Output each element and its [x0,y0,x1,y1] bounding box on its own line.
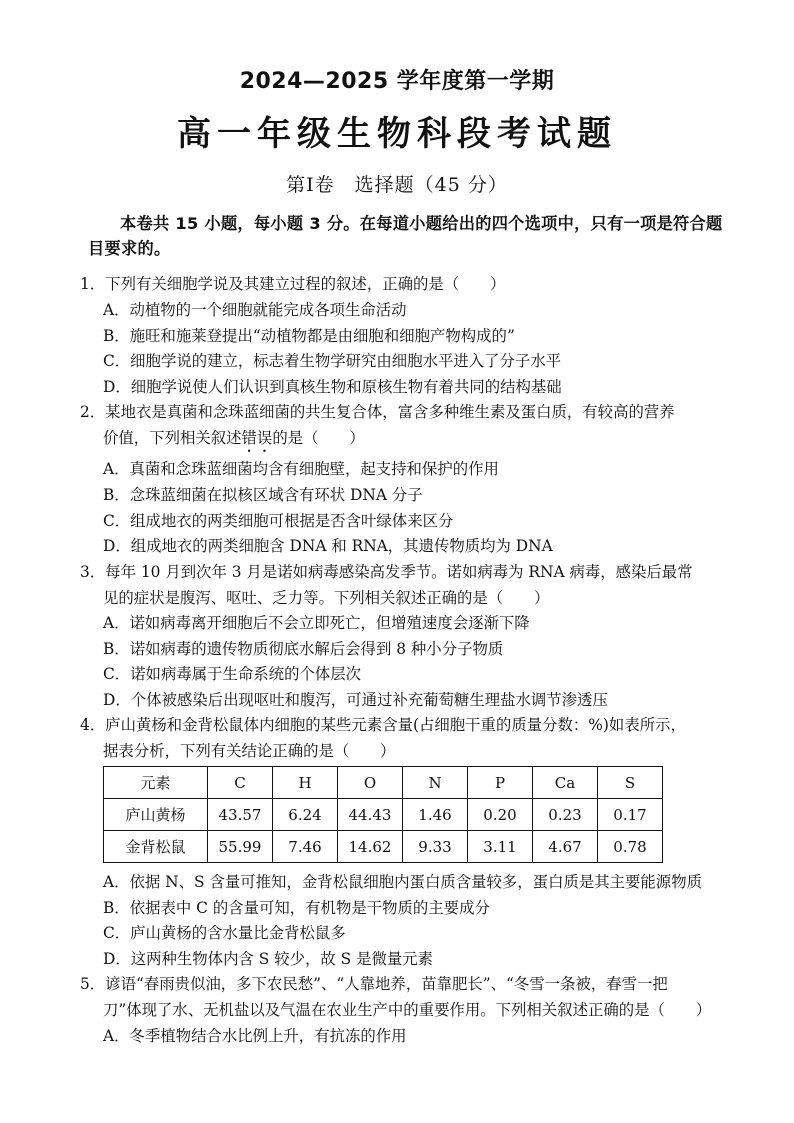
question-2-stem-line2 [103,428,365,456]
table-cell: 0.17 [598,799,663,831]
question-1-option-b: B．施旺和施莱登提出“动植物都是由细胞和细胞产物构成的” [103,327,515,345]
table-cell: 4.67 [533,831,598,863]
table-header-cell: Ca [533,767,598,799]
question-3-option-c: C．诺如病毒属于生命系统的个体层次 [103,665,362,683]
table-cell: 7.46 [273,831,338,863]
table-cell: 0.78 [598,831,663,863]
table-header-row [104,767,663,799]
table-header-cell: 元素 [104,767,208,799]
table-cell: 9.33 [403,831,468,863]
question-3-stem-line1: 3．每年 10 月到次年 3 月是诺如病毒感染高发季节。诺如病毒为 RNA 病毒，感染后最常 [80,563,693,581]
question-2-option-b: B．念珠蓝细菌在拟核区域含有环状 DNA 分子 [103,486,423,504]
question-2-stem-post: 的是（ ） [272,429,365,447]
table-cell: 6.24 [273,799,338,831]
school-year-heading: 2024—2025 学年度第一学期 [239,69,555,94]
question-5-stem-line1: 5．谚语“春雨贵似油，多下农民愁”、“人靠地养，苗靠肥长”、“冬雪一条被，春雪一把 [80,975,668,993]
question-1-option-c: C．细胞学说的建立，标志着生物学研究由细胞水平进入了分子水平 [103,352,562,370]
question-3-stem-line2: 见的症状是腹泻、呕吐、乏力等。下列相关叙述正确的是（ ） [103,589,550,607]
question-4-stem-line1: 4．庐山黄杨和金背松鼠体内细胞的某些元素含量(占细胞干重的质量分数：%)如表所示， [80,716,686,734]
question-4-option-b: B．依据表中 C 的含量可知，有机物是干物质的主要成分 [103,899,490,917]
table-cell: 金背松鼠 [104,831,208,863]
table-cell: 0.20 [468,799,533,831]
exam-title: 高一年级生物科段考试题 [177,114,617,154]
table-cell: 43.57 [208,799,273,831]
instructions: 本卷共 15 小题，每小题 3 分。在每道小题给出的四个选项中，只有一项是符合题目要求的。 [88,214,723,258]
table-cell: 0.23 [533,799,598,831]
question-4-option-c: C．庐山黄杨的含水量比金背松鼠多 [103,924,346,942]
question-2-emphasis-word: 错误 [241,429,273,447]
question-1-stem: 1．下列有关细胞学说及其建立过程的叙述，正确的是（ ） [80,275,506,293]
question-4-option-a: A．依据 N、S 含量可推知，金背松鼠细胞内蛋白质含量较多，蛋白质是其主要能源物质 [103,873,702,891]
table-header-cell: S [598,767,663,799]
table-cell: 55.99 [208,831,273,863]
question-3-option-b: B．诺如病毒的遗传物质彻底水解后会得到 8 种小分子物质 [103,640,504,658]
table-cell: 1.46 [403,799,468,831]
section-title: 第Ⅰ卷 选择题（45 分） [286,174,508,196]
table-header-cell: N [403,767,468,799]
table-row [104,831,663,863]
question-1-option-a: A．动植物的一个细胞就能完成各项生命活动 [103,301,407,319]
table-cell: 3.11 [468,831,533,863]
table-header-cell: O [338,767,403,799]
question-4-stem-line2: 据表分析，下列有关结论正确的是（ ） [103,742,396,760]
question-5-stem-line2: 刀”体现了水、无机盐以及气温在农业生产中的重要作用。下列相关叙述正确的是（ ） [103,1001,712,1019]
table-header-cell: C [208,767,273,799]
table-cell: 44.43 [338,799,403,831]
table-row [104,799,663,831]
question-2-option-a: A．真菌和念珠蓝细菌均含有细胞壁，起支持和保护的作用 [103,460,499,478]
table-header-cell: H [273,767,338,799]
question-2-stem-line1: 2．某地衣是真菌和念珠蓝细菌的共生复合体，富含多种维生素及蛋白质，有较高的营养 [80,403,675,421]
question-1-option-d: D．细胞学说使人们认识到真核生物和原核生物有着共同的结构基础 [103,378,562,396]
table-header-cell: P [468,767,533,799]
question-2-option-d: D．组成地衣的两类细胞含 DNA 和 RNA，其遗传物质均为 DNA [103,537,553,555]
table-cell: 庐山黄杨 [104,799,208,831]
question-3-option-a: A．诺如病毒离开细胞后不会立即死亡，但增殖速度会逐渐下降 [103,614,530,632]
question-3-option-d: D．个体被感染后出现呕吐和腹泻，可通过补充葡萄糖生理盐水调节渗透压 [103,691,608,709]
question-2-stem-pre: 价值，下列相关叙述 [103,429,242,447]
question-2-option-c: C．组成地衣的两类细胞可根据是否含叶绿体来区分 [103,512,454,530]
question-4-option-d: D．这两种生物体内含 S 较少，故 S 是微量元素 [103,950,434,968]
question-5-option-a: A．冬季植物结合水比例上升，有抗冻的作用 [103,1027,407,1045]
table-cell: 14.62 [338,831,403,863]
element-content-table [103,766,663,863]
